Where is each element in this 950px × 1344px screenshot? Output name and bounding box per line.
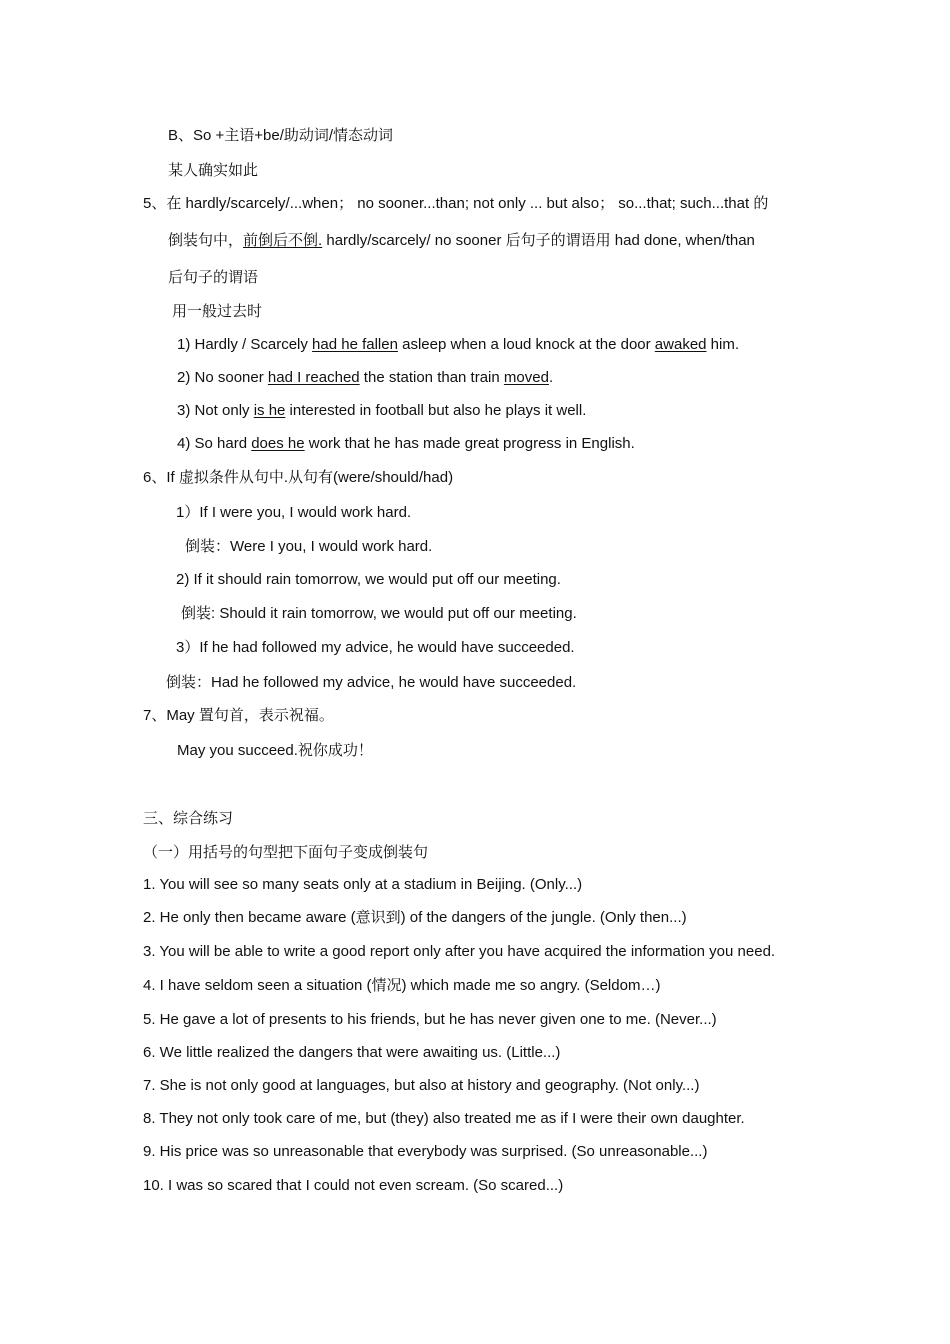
item5-line2 — [168, 231, 755, 251]
item5-line2-underline: 前倒后不倒. — [243, 232, 323, 249]
example-underline: awaked — [654, 336, 707, 353]
example-underline: had I reached — [267, 369, 360, 386]
example-text: 4) So hard — [177, 435, 252, 452]
example-text: . — [548, 369, 554, 386]
item6-line: 倒装：Were I you, I would work hard. — [185, 538, 433, 555]
section-b-meaning: 某人确实如此 — [168, 162, 259, 179]
item5-line2-post: hardly/scarcely/ no sooner 后句子的谓语用 had done, when/than — [322, 232, 755, 249]
example-underline: does he — [251, 435, 305, 452]
example-text: work that he has made great progress in English. — [304, 435, 635, 452]
example-underline: moved — [503, 369, 549, 386]
item5-line1: 5、在 hardly/scarcely/...when； no sooner...than; not only ... but also； so...that; such...that 的 — [143, 195, 769, 212]
exercise-item: 5. He gave a lot of presents to his friends, but he has never given one to me. (Never...) — [143, 1011, 717, 1028]
example-text: him. — [706, 336, 740, 353]
section-b-heading: B、So +主语+be/助动词/情态动词 — [168, 127, 394, 144]
item6-line: 倒装：Had he followed my advice, he would have succeeded. — [166, 674, 577, 691]
item5-example-2 — [177, 368, 553, 388]
exercise-item: 10. I was so scared that I could not even scream. (So scared...) — [143, 1177, 564, 1194]
exercise-item: 8. They not only took care of me, but (they) also treated me as if I were their own daughter. — [143, 1110, 745, 1127]
item5-example-3 — [177, 401, 586, 421]
item7-heading: 7、May 置句首，表示祝福。 — [143, 707, 334, 724]
exercise-item: 9. His price was so unreasonable that everybody was surprised. (So unreasonable...) — [143, 1143, 708, 1160]
item5-line4: 用一般过去时 — [172, 303, 263, 320]
exercise-item: 6. We little realized the dangers that were awaiting us. (Little...) — [143, 1044, 561, 1061]
example-text: the station than train — [359, 369, 504, 386]
item6-line: 1）If I were you, I would work hard. — [176, 504, 412, 521]
example-underline: had he fallen — [312, 336, 398, 353]
item5-example-1 — [177, 335, 739, 355]
item6-line: 2) If it should rain tomorrow, we would put off our meeting. — [176, 571, 561, 588]
item7-example: May you succeed.祝你成功！ — [177, 742, 373, 759]
item5-line3: 后句子的谓语 — [168, 269, 259, 286]
item5-example-4 — [177, 434, 635, 454]
exercise-item: 1. You will see so many seats only at a stadium in Beijing. (Only...) — [143, 876, 583, 893]
example-text: 1) Hardly / Scarcely — [177, 336, 313, 353]
item6-line: 3）If he had followed my advice, he would have succeeded. — [176, 639, 575, 656]
section3-subheading: （一）用括号的句型把下面句子变成倒装句 — [143, 844, 429, 861]
exercise-item: 7. She is not only good at languages, but also at history and geography. (Not only...) — [143, 1077, 700, 1094]
item6-heading: 6、If 虚拟条件从句中.从句有(were/should/had) — [143, 469, 454, 486]
item5-line2-pre: 倒装句中， — [168, 232, 244, 249]
exercise-item: 3. You will be able to write a good report only after you have acquired the information you need. — [143, 943, 776, 960]
example-text: asleep when a loud knock at the door — [397, 336, 655, 353]
example-text: interested in football but also he plays it well. — [285, 402, 587, 419]
exercise-item: 2. He only then became aware (意识到) of the dangers of the jungle. (Only then...) — [143, 909, 687, 926]
exercise-item: 4. I have seldom seen a situation (情况) which made me so angry. (Seldom…) — [143, 977, 661, 994]
example-text: 2) No sooner — [177, 369, 268, 386]
section3-heading: 三、综合练习 — [143, 810, 234, 827]
example-underline: is he — [253, 402, 286, 419]
example-text: 3) Not only — [177, 402, 254, 419]
item6-line: 倒装: Should it rain tomorrow, we would put off our meeting. — [181, 605, 577, 622]
